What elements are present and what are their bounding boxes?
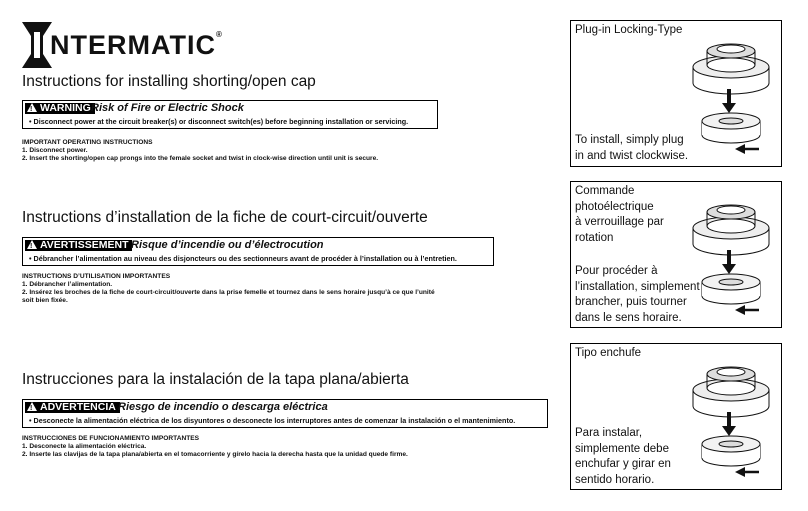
panel-body: Para instalar, simplemente debe enchufar y girar en sentido horario. <box>575 427 671 486</box>
intermatic-logo <box>22 22 242 68</box>
warning-title: Risk of Fire or Electric Shock <box>91 102 244 114</box>
panel-title: Commande photoélectrique à verrouillage par rotation <box>575 185 664 244</box>
panel-plug-in-fr <box>570 181 782 328</box>
warning-text: • Débrancher l’alimentation au niveau des disjoncteurs ou des sectionneurs avant de procéder à l’installation ou à l’entretien. <box>29 254 457 263</box>
warning-text: • Disconnect power at the circuit breaker(s) or disconnect switch(es) before beginning installation or servicing. <box>29 117 409 126</box>
step-1-es: 1. Desconecte la alimentación eléctrica. <box>22 443 147 450</box>
cap-installation-illustration <box>689 198 779 326</box>
cap-installation-illustration <box>689 360 779 488</box>
warning-triangle-icon <box>27 103 37 112</box>
warning-box-fr <box>22 237 494 266</box>
panel-plug-in-en <box>570 20 782 167</box>
step-2-fr: 2. Insérez les broches de la fiche de court-circuit/ouverte dans la prise femelle et tournez dans le sens horaire jusqu’à ce que l’unité <box>22 289 435 296</box>
warning-badge: !AVERTISSEMENT <box>25 240 132 251</box>
ops-heading-fr: INSTRUCTIONS D’UTILISATION IMPORTANTES <box>22 273 171 280</box>
warning-badge: !WARNING <box>25 103 95 114</box>
step-2-fr-cont: soit bien fixée. <box>22 297 68 304</box>
step-1-fr: 1. Débrancher l’alimentation. <box>22 281 113 288</box>
warning-triangle-icon <box>27 240 37 249</box>
section-title-es: Instrucciones para la instalación de la tapa plana/abierta <box>22 371 409 388</box>
panel-plug-in-es <box>570 343 782 490</box>
warning-title: Risque d’incendie ou d’électrocution <box>131 239 324 251</box>
panel-body: Pour procéder à l’installation, simplement brancher, puis tourner dans le sens horaire. <box>575 265 700 324</box>
intermatic-logo-icon <box>22 22 52 68</box>
warning-box-es <box>22 399 548 428</box>
step-1-en: 1. Disconnect power. <box>22 147 88 154</box>
brand-name: NTERMATIC® <box>50 30 223 60</box>
ops-heading-en: IMPORTANT OPERATING INSTRUCTIONS <box>22 139 153 146</box>
ops-heading-es: INSTRUCCIONES DE FUNCIONAMIENTO IMPORTANTES <box>22 435 200 442</box>
cap-installation-illustration <box>689 37 779 165</box>
section-title-en: Instructions for installing shorting/open cap <box>22 73 316 90</box>
warning-triangle-icon <box>27 402 37 411</box>
section-title-fr: Instructions d’installation de la fiche de court-circuit/ouverte <box>22 209 428 226</box>
warning-title: Riesgo de incendio o descarga eléctrica <box>118 401 328 413</box>
step-2-es: 2. Inserte las clavijas de la tapa plana/abierta en el tomacorriente y gírelo hacia la derecha hasta que la unidad quede firme. <box>22 451 408 458</box>
panel-title: Plug-in Locking-Type <box>575 24 683 36</box>
step-2-en: 2. Insert the shorting/open cap prongs into the female socket and twist in clock-wise direction until unit is secure. <box>22 155 379 162</box>
warning-badge: !ADVERTENCIA <box>25 402 120 413</box>
warning-box-en <box>22 100 438 129</box>
warning-text: • Desconecte la alimentación eléctrica de los disyuntores o desconecte los interruptores antes de comenzar la instalación o el mantenimiento. <box>29 416 516 425</box>
panel-body: To install, simply plug in and twist clockwise. <box>575 134 689 162</box>
panel-title: Tipo enchufe <box>575 347 642 359</box>
